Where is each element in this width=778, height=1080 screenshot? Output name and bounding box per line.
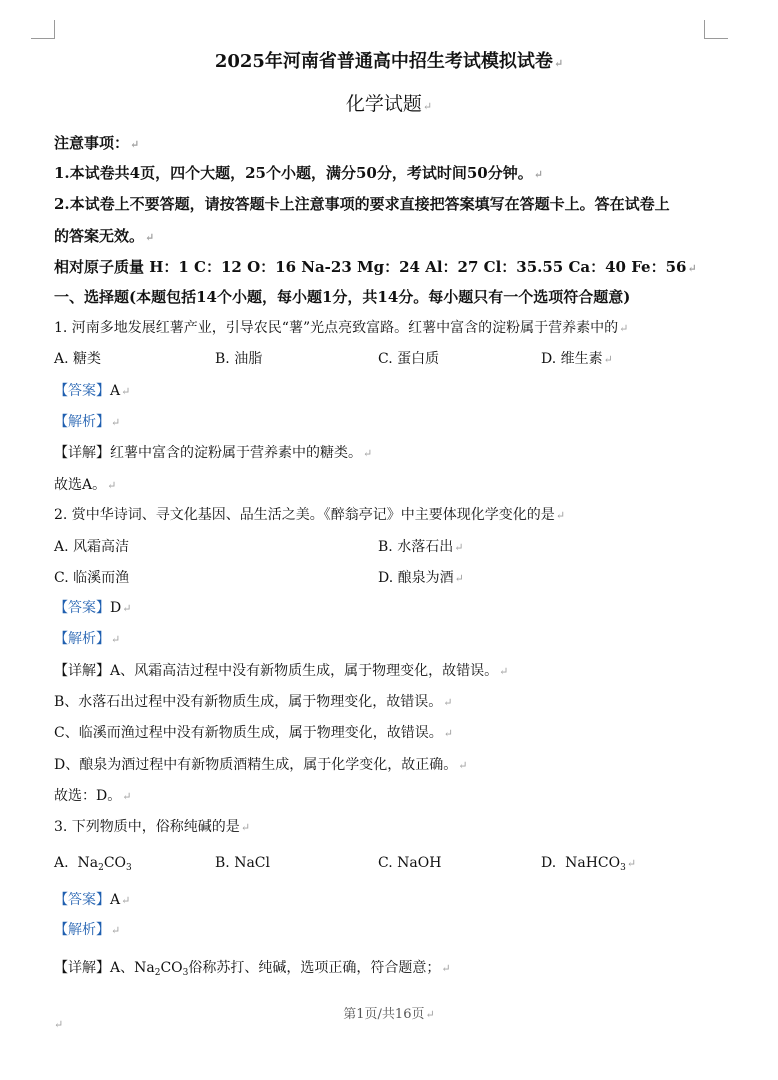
q3-option-b: B. NaCl bbox=[215, 855, 270, 871]
q1-option-c: C. 蛋白质 bbox=[378, 351, 440, 367]
q2-option-d: D. 酿泉为酒↵ bbox=[378, 570, 464, 586]
q1-conclusion: 故选A。↵ bbox=[54, 477, 117, 493]
paragraph-mark: ↵ bbox=[54, 1018, 64, 1031]
notes-heading: 注意事项：↵ bbox=[54, 134, 140, 152]
crop-mark-top-left bbox=[31, 20, 55, 39]
q3-option-d: D. NaHCO$_3$↵ bbox=[541, 855, 637, 873]
atomic-mass-line: 相对原子质量 H：1 C：12 O：16 Na-23 Mg：24 Al：27 Cl：35.55 Ca：40 Fe：56↵ bbox=[54, 258, 697, 276]
q1-option-b: B. 油脂 bbox=[215, 351, 263, 367]
q1-analysis: 【解析】↵ bbox=[54, 414, 121, 430]
q2-stem: 2. 赏中华诗词、寻文化基因、品生活之美。《醉翁亭记》中主要体现化学变化的是↵ bbox=[54, 507, 566, 523]
q2-detail-d: D、酿泉为酒过程中有新物质酒精生成，属于化学变化，故正确。↵ bbox=[54, 757, 468, 773]
q1-answer: 【答案】A↵ bbox=[54, 383, 131, 399]
q1-detail: 【详解】红薯中富含的淀粉属于营养素中的糖类。↵ bbox=[54, 445, 373, 461]
crop-mark-top-right bbox=[704, 20, 728, 39]
formula-na2co3: $Na_2CO_3$ bbox=[77, 855, 132, 873]
q3-analysis: 【解析】↵ bbox=[54, 922, 121, 938]
q2-detail-a: 【详解】A、风霜高洁过程中没有新物质生成，属于物理变化，故错误。↵ bbox=[54, 663, 509, 679]
q2-analysis: 【解析】↵ bbox=[54, 631, 121, 647]
q3-option-c: C. NaOH bbox=[378, 855, 442, 871]
q3-answer: 【答案】A↵ bbox=[54, 892, 131, 908]
q2-answer: 【答案】D↵ bbox=[54, 600, 132, 616]
q2-option-a: A. 风霜高洁 bbox=[54, 539, 130, 555]
document-subtitle: 化学试题↵ bbox=[345, 93, 433, 115]
q2-conclusion: 故选：D。↵ bbox=[54, 788, 132, 804]
q3-stem: 3. 下列物质中，俗称纯碱的是↵ bbox=[54, 819, 251, 835]
note-2-line-2: 的答案无效。↵ bbox=[54, 227, 155, 245]
formula-na2co3-inline: $Na_2CO_3$ bbox=[134, 960, 189, 978]
section-1-heading: 一、选择题(本题包括14个小题，每小题1分，共14分。每小题只有一个选项符合题意) bbox=[54, 288, 631, 306]
q2-detail-b: B、水落石出过程中没有新物质生成，属于物理变化，故错误。↵ bbox=[54, 694, 453, 710]
note-1: 1.本试卷共4页，四个大题，25个小题，满分50分，考试时间50分钟。↵ bbox=[54, 164, 543, 182]
q1-option-d: D. 维生素↵ bbox=[541, 351, 613, 367]
formula-nahco3: NaHCO$_3$ bbox=[565, 855, 626, 873]
q3-detail: 【详解】A、$Na_2CO_3$俗称苏打、纯碱，选项正确，符合题意；↵ bbox=[54, 960, 451, 978]
document-title: 2025年河南省普通高中招生考试模拟试卷↵ bbox=[214, 51, 564, 72]
q2-detail-c: C、临溪而渔过程中没有新物质生成，属于物理变化，故错误。↵ bbox=[54, 725, 453, 741]
q1-stem: 1. 河南多地发展红薯产业，引导农民“薯”光点亮致富路。红薯中富含的淀粉属于营养素中的↵ bbox=[54, 320, 629, 336]
page-footer: 第1页/共16页↵ bbox=[343, 1007, 435, 1022]
q3-option-a: A. $Na_2CO_3$ bbox=[54, 855, 132, 873]
note-2-line-1: 2.本试卷上不要答题，请按答题卡上注意事项的要求直接把答案填写在答题卡上。答在试卷上 bbox=[54, 195, 670, 213]
q2-option-b: B. 水落石出↵ bbox=[378, 539, 464, 555]
q2-option-c: C. 临溪而渔 bbox=[54, 570, 130, 586]
q1-option-a: A. 糖类 bbox=[54, 351, 102, 367]
